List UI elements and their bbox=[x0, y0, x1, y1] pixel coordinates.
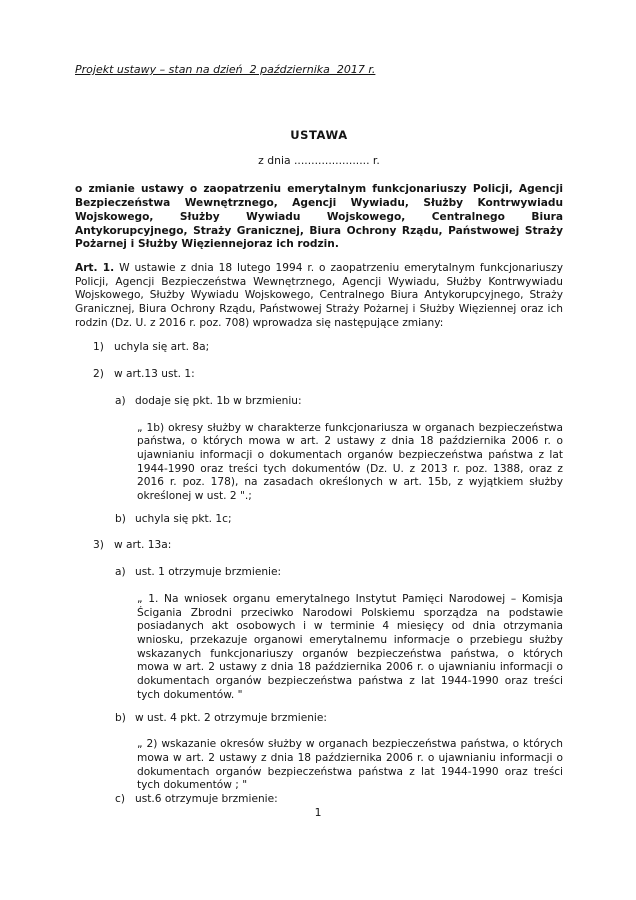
draft-status-note: Projekt ustawy – stan na dzień 2 października 2017 r. bbox=[75, 63, 376, 76]
list-item-text: ust.6 otrzymuje brzmienie: bbox=[135, 793, 278, 806]
list-marker: 1) bbox=[93, 341, 104, 354]
document-content bbox=[75, 63, 563, 820]
law-title: USTAWA bbox=[290, 127, 348, 142]
list-item-text: w art.13 ust. 1: bbox=[114, 368, 195, 381]
list-item-1 bbox=[75, 341, 563, 355]
date-placeholder-line: z dnia ...................... r. bbox=[258, 153, 380, 167]
list-item-2b bbox=[75, 513, 563, 527]
list-item-text: dodaje się pkt. 1b w brzmieniu: bbox=[135, 394, 302, 407]
article-1-paragraph bbox=[75, 262, 563, 331]
list-marker: b) bbox=[115, 512, 126, 525]
list-item-text: ust. 1 otrzymuje brzmienie: bbox=[135, 566, 282, 579]
amendment-list bbox=[75, 341, 563, 806]
page-number: 1 bbox=[314, 806, 322, 819]
list-item-3c bbox=[75, 793, 563, 807]
list-item-3b bbox=[75, 712, 563, 726]
quoted-provision-ust1: „ 1. Na wniosek organu emerytalnego Instytut Pamięci Narodowej – Komisja Ścigania Zbrodni przeciwko Narodowi Polskiemu sporządza na podstawie posiadanych akt osobowych i w terminie 4 miesięcy od dnia otrzymania wniosku, przekazuje organowi emerytalnemu informacje o przebiegu służby wskazanych funkcjonariuszy organów bezpieczeństwa państwa, o których mowa w art. 2 ustawy z dnia 18 października 2006 r. o ujawnianiu informacji o dokumentach organów bezpieczeństwa państwa z lat 1944-1990 oraz treści tych dokumentów. " bbox=[137, 592, 563, 701]
list-marker: a) bbox=[115, 394, 126, 407]
list-marker: c) bbox=[115, 793, 125, 806]
list-marker: b) bbox=[115, 711, 126, 724]
article-1-label: Art. 1. bbox=[75, 261, 115, 274]
quoted-provision-pkt2: „ 2) wskazanie okresów służby w organach bezpieczeństwa państwa, o których mowa w art. 2 ustawy z dnia 18 października 2006 r. o ujawnianiu informacji o dokumentach organów bezpieczeństwa państwa z lat 1944-1990 oraz treści tych dokumentów ; " bbox=[137, 738, 563, 792]
list-item-text: uchyla się art. 8a; bbox=[114, 341, 210, 354]
list-item-3 bbox=[75, 539, 563, 553]
list-item-2 bbox=[75, 368, 563, 382]
list-marker: a) bbox=[115, 566, 126, 579]
list-item-text: w ust. 4 pkt. 2 otrzymuje brzmienie: bbox=[135, 711, 327, 724]
article-1-text: W ustawie z dnia 18 lutego 1994 r. o zaopatrzeniu emerytalnym funkcjonariuszy Policji, Agencji Bezpieczeństwa Wewnętrznego, Agencji Wywiadu, Służby Kontrwywiadu Wojskowego, Służby Wywiadu Wojskowego, Centralnego Biura Antykorupcyjnego, Straży Granicznej, Biura Ochrony Rządu, Państwowej Straży Pożarnej i Służby Więziennej oraz ich rodzin (Dz. U. z 2016 r. poz. 708) wprowadza się następujące zmiany: bbox=[75, 261, 563, 329]
list-item-text: w art. 13a: bbox=[114, 539, 172, 552]
list-marker: 3) bbox=[93, 539, 104, 552]
law-subject-paragraph: o zmianie ustawy o zaopatrzeniu emerytalnym funkcjonariuszy Policji, Agencji Bezpieczeństwa Wewnętrznego, Agencji Wywiadu, Służby Kontrwywiadu Wojskowego, Służby Wywiadu Wojskowego, Centralnego Biura Antykorupcyjnego, Straży Granicznej, Biura Ochrony Rządu, Państwowej Straży Pożarnej i Służby Więziennejoraz ich rodzin. bbox=[75, 183, 563, 251]
list-item-3a bbox=[75, 566, 563, 580]
list-marker: 2) bbox=[93, 368, 104, 381]
list-item-2a bbox=[75, 395, 563, 409]
list-item-text: uchyla się pkt. 1c; bbox=[135, 512, 232, 525]
quoted-provision-1b: „ 1b) okresy służby w charakterze funkcjonariusza w organach bezpieczeństwa państwa, o których mowa w art. 2 ustawy z dnia 18 października 2006 r. o ujawnianiu informacji o dokumentach organów bezpieczeństwa państwa z lat 1944-1990 oraz treści tych dokumentów (Dz. U. z 2013 r. poz. 1388, oraz z 2016 r. poz. 178), na zasadach określonych w art. 15b, z wyjątkiem służby określonej w ust. 2 ".; bbox=[137, 421, 563, 503]
